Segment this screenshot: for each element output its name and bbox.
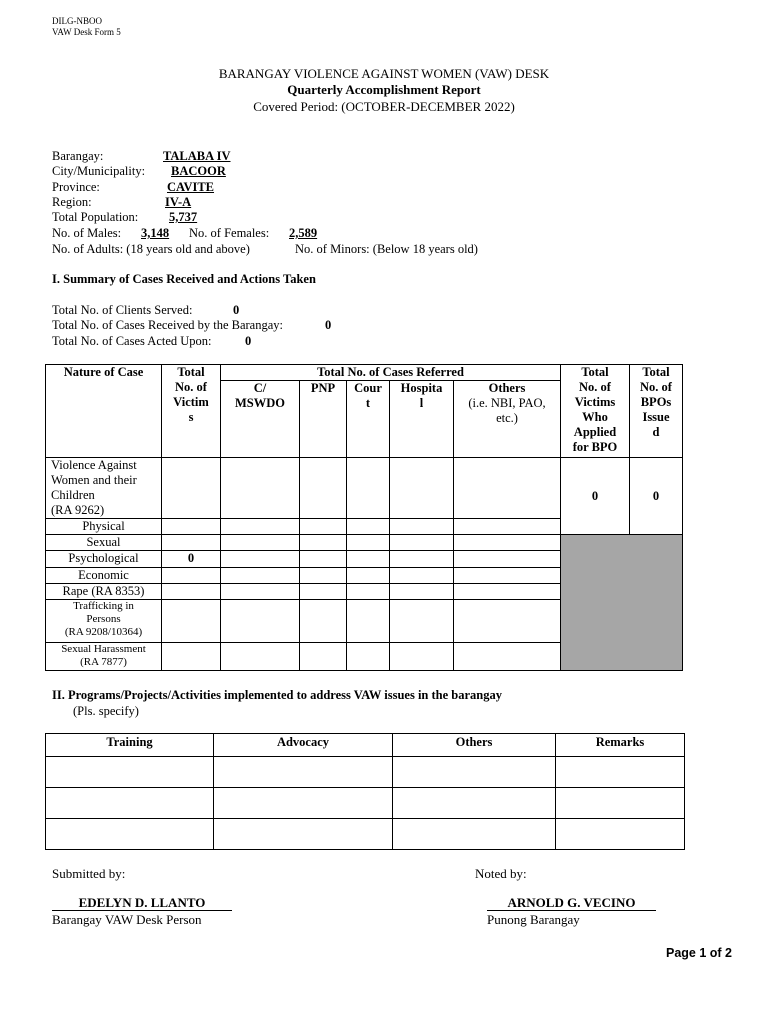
row-physical: Physical bbox=[46, 519, 162, 535]
population-value: 5,737 bbox=[169, 210, 198, 224]
region-value: IV-A bbox=[165, 195, 192, 209]
received-label: Total No. of Cases Received by the Barangay: bbox=[52, 318, 283, 332]
bpo-issued-value: 0 bbox=[630, 458, 683, 535]
barangay-label: Barangay: bbox=[52, 149, 104, 163]
bpo-applied-value: 0 bbox=[561, 458, 630, 535]
submitted-by-label: Submitted by: bbox=[52, 866, 126, 881]
header-others: Others (i.e. NBI, PAO, etc.) bbox=[454, 381, 561, 458]
ppa-row bbox=[46, 757, 685, 788]
noted-by-name: ARNOLD G. VECINO bbox=[487, 896, 656, 911]
population-label: Total Population: bbox=[52, 210, 139, 224]
city-label: City/Municipality: bbox=[52, 164, 146, 178]
col-advocacy: Advocacy bbox=[214, 734, 393, 757]
males-label: No. of Males: bbox=[52, 226, 122, 240]
header-cases-referred: Total No. of Cases Referred bbox=[221, 365, 561, 381]
section2-heading: II. Programs/Projects/Activities implemented to address VAW issues in the barangay bbox=[52, 688, 502, 702]
females-label: No. of Females: bbox=[189, 226, 270, 240]
header-victims-applied-bpo: Total No. of Victims Who Applied for BPO bbox=[561, 365, 630, 458]
received-value: 0 bbox=[325, 318, 332, 332]
row-psychological: Psychological bbox=[46, 551, 162, 568]
acted-value: 0 bbox=[245, 334, 252, 348]
city-value: BACOOR bbox=[171, 164, 226, 178]
header-court: Cour t bbox=[347, 381, 390, 458]
row-sexual: Sexual bbox=[46, 535, 162, 551]
form-code-line2: VAW Desk Form 5 bbox=[52, 27, 121, 37]
row-rape: Rape (RA 8353) bbox=[46, 584, 162, 600]
row-economic: Economic bbox=[46, 568, 162, 584]
psychological-victims-value: 0 bbox=[162, 551, 221, 568]
province-value: CAVITE bbox=[167, 180, 215, 194]
adults-label: No. of Adults: (18 years old and above) bbox=[52, 242, 250, 256]
submitted-by-title: Barangay VAW Desk Person bbox=[52, 912, 202, 927]
form-code-line1: DILG-NBOO bbox=[52, 16, 102, 26]
report-title: BARANGAY VIOLENCE AGAINST WOMEN (VAW) DESK bbox=[218, 66, 550, 81]
noted-by-label: Noted by: bbox=[475, 866, 527, 881]
region-label: Region: bbox=[52, 195, 92, 209]
acted-label: Total No. of Cases Acted Upon: bbox=[52, 334, 212, 348]
header-hospital: Hospita l bbox=[390, 381, 454, 458]
col-remarks: Remarks bbox=[556, 734, 685, 757]
females-value: 2,589 bbox=[289, 226, 318, 240]
ppa-row bbox=[46, 788, 685, 819]
section1-heading: I. Summary of Cases Received and Actions Taken bbox=[52, 272, 316, 286]
ppa-row bbox=[46, 819, 685, 850]
row-vawc: Violence Against Women and their Children (RA 9262) bbox=[46, 458, 162, 519]
col-training: Training bbox=[46, 734, 214, 757]
province-label: Province: bbox=[52, 180, 100, 194]
shaded-cell bbox=[561, 535, 683, 671]
col-others: Others bbox=[393, 734, 556, 757]
males-value: 3,148 bbox=[141, 226, 170, 240]
covered-period: Covered Period: (OCTOBER-DECEMBER 2022) bbox=[253, 99, 515, 114]
row-sexual-harassment: Sexual Harassment (RA 7877) bbox=[46, 643, 162, 671]
ppa-table bbox=[45, 733, 685, 850]
clients-value: 0 bbox=[233, 303, 240, 317]
section2-note: (Pls. specify) bbox=[73, 704, 139, 718]
header-bpos-issued: Total No. of BPOs Issue d bbox=[630, 365, 683, 458]
minors-label: No. of Minors: (Below 18 years old) bbox=[295, 242, 478, 256]
noted-by-title: Punong Barangay bbox=[487, 912, 580, 927]
header-cmswdo: C/ MSWDO bbox=[221, 381, 300, 458]
barangay-value: TALABA IV bbox=[163, 149, 231, 163]
header-pnp: PNP bbox=[300, 381, 347, 458]
header-total-victims: Total No. of Victim s bbox=[162, 365, 221, 458]
cases-table bbox=[45, 364, 683, 671]
page-number: Page 1 of 2 bbox=[666, 946, 732, 960]
submitted-by-name: EDELYN D. LLANTO bbox=[52, 896, 232, 911]
row-trafficking: Trafficking in Persons (RA 9208/10364) bbox=[46, 600, 162, 643]
clients-label: Total No. of Clients Served: bbox=[52, 303, 193, 317]
header-nature-of-case: Nature of Case bbox=[46, 365, 162, 458]
report-subtitle: Quarterly Accomplishment Report bbox=[287, 82, 481, 97]
